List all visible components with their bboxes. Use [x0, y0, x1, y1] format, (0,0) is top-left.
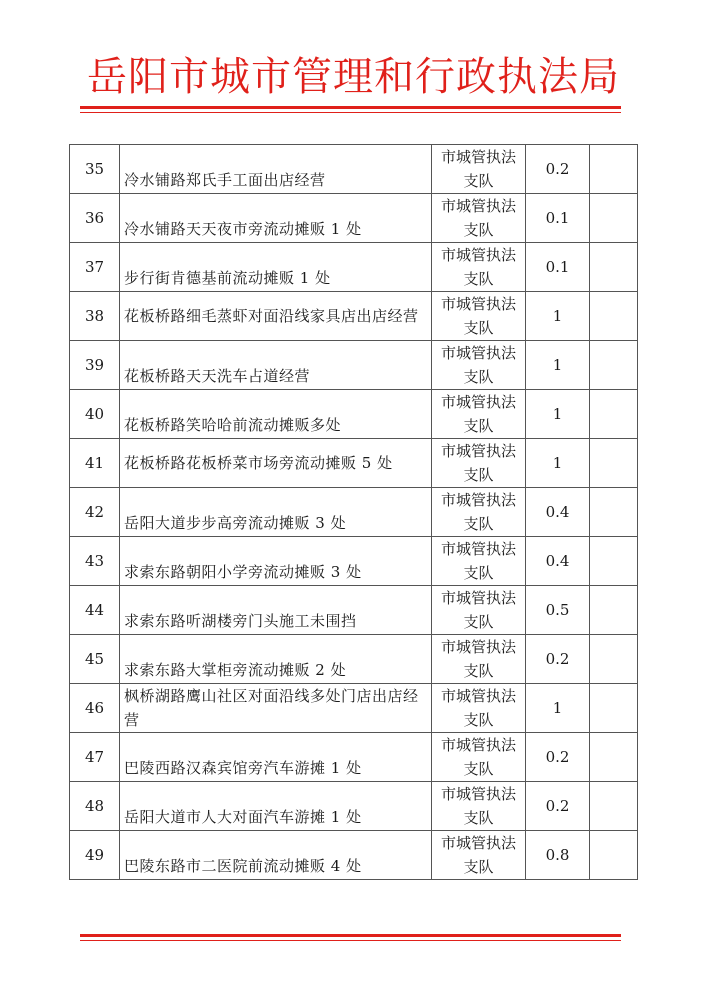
row-value: 0.1: [526, 194, 590, 243]
row-location: 求索东路朝阳小学旁流动摊贩 3 处: [120, 537, 432, 586]
row-responsible-unit: 市城管执法支队: [432, 684, 526, 733]
row-number: 40: [70, 390, 120, 439]
header-rule-thin: [80, 112, 621, 113]
row-number: 37: [70, 243, 120, 292]
row-note: [590, 733, 638, 782]
row-location: 巴陵西路汉森宾馆旁汽车游摊 1 处: [120, 733, 432, 782]
row-value: 1: [526, 684, 590, 733]
table-row: [70, 537, 638, 586]
row-value: 0.5: [526, 586, 590, 635]
row-location: 求索东路听湖楼旁门头施工未围挡: [120, 586, 432, 635]
footer-rule-thin: [80, 940, 621, 941]
row-value: 0.4: [526, 488, 590, 537]
row-responsible-unit: 市城管执法支队: [432, 439, 526, 488]
row-note: [590, 292, 638, 341]
row-value: 0.8: [526, 831, 590, 880]
table-row: [70, 635, 638, 684]
row-value: 0.2: [526, 782, 590, 831]
table-row: [70, 390, 638, 439]
row-responsible-unit: 市城管执法支队: [432, 537, 526, 586]
row-note: [590, 194, 638, 243]
row-note: [590, 635, 638, 684]
row-location: 巴陵东路市二医院前流动摊贩 4 处: [120, 831, 432, 880]
table-row: [70, 586, 638, 635]
row-location: 岳阳大道步步高旁流动摊贩 3 处: [120, 488, 432, 537]
row-value: 0.2: [526, 635, 590, 684]
table-row: [70, 243, 638, 292]
table-row: [70, 341, 638, 390]
row-value: 0.1: [526, 243, 590, 292]
table-row: [70, 684, 638, 733]
row-note: [590, 439, 638, 488]
table-row: [70, 488, 638, 537]
row-location: 岳阳大道市人大对面汽车游摊 1 处: [120, 782, 432, 831]
row-location: 冷水铺路天天夜市旁流动摊贩 1 处: [120, 194, 432, 243]
row-number: 44: [70, 586, 120, 635]
row-number: 48: [70, 782, 120, 831]
row-number: 38: [70, 292, 120, 341]
row-location: 冷水铺路郑氏手工面出店经营: [120, 145, 432, 194]
row-value: 0.2: [526, 733, 590, 782]
table-row: [70, 782, 638, 831]
row-number: 45: [70, 635, 120, 684]
row-responsible-unit: 市城管执法支队: [432, 341, 526, 390]
table-row: [70, 831, 638, 880]
row-location: 花板桥路花板桥菜市场旁流动摊贩 5 处: [120, 439, 432, 488]
table-row: [70, 145, 638, 194]
row-number: 35: [70, 145, 120, 194]
row-note: [590, 586, 638, 635]
row-location: 求索东路大掌柜旁流动摊贩 2 处: [120, 635, 432, 684]
row-value: 1: [526, 341, 590, 390]
footer-rule-thick: [80, 934, 621, 937]
row-number: 47: [70, 733, 120, 782]
row-responsible-unit: 市城管执法支队: [432, 194, 526, 243]
row-number: 39: [70, 341, 120, 390]
row-responsible-unit: 市城管执法支队: [432, 782, 526, 831]
row-responsible-unit: 市城管执法支队: [432, 635, 526, 684]
row-value: 0.2: [526, 145, 590, 194]
row-location: 花板桥路笑哈哈前流动摊贩多处: [120, 390, 432, 439]
row-number: 42: [70, 488, 120, 537]
row-responsible-unit: 市城管执法支队: [432, 145, 526, 194]
row-note: [590, 341, 638, 390]
row-note: [590, 145, 638, 194]
row-responsible-unit: 市城管执法支队: [432, 243, 526, 292]
row-number: 46: [70, 684, 120, 733]
row-location: 步行街肯德基前流动摊贩 1 处: [120, 243, 432, 292]
row-note: [590, 243, 638, 292]
row-location: 花板桥路细毛蒸虾对面沿线家具店出店经营: [120, 292, 432, 341]
row-number: 41: [70, 439, 120, 488]
header-rule-thick: [80, 106, 621, 109]
row-value: 1: [526, 439, 590, 488]
table-row: [70, 194, 638, 243]
row-number: 43: [70, 537, 120, 586]
row-responsible-unit: 市城管执法支队: [432, 488, 526, 537]
table-row: [70, 292, 638, 341]
row-value: 1: [526, 390, 590, 439]
row-responsible-unit: 市城管执法支队: [432, 390, 526, 439]
row-note: [590, 831, 638, 880]
row-responsible-unit: 市城管执法支队: [432, 831, 526, 880]
row-value: 0.4: [526, 537, 590, 586]
row-responsible-unit: 市城管执法支队: [432, 292, 526, 341]
row-note: [590, 488, 638, 537]
row-responsible-unit: 市城管执法支队: [432, 586, 526, 635]
letterhead-title: 岳阳市城市管理和行政执法局: [87, 54, 620, 100]
row-value: 1: [526, 292, 590, 341]
row-note: [590, 684, 638, 733]
row-number: 36: [70, 194, 120, 243]
row-location: 枫桥湖路鹰山社区对面沿线多处门店出店经营: [120, 684, 432, 733]
rectification-table: [69, 144, 638, 880]
row-note: [590, 390, 638, 439]
row-responsible-unit: 市城管执法支队: [432, 733, 526, 782]
table-row: [70, 733, 638, 782]
row-number: 49: [70, 831, 120, 880]
table-row: [70, 439, 638, 488]
row-location: 花板桥路天天洗车占道经营: [120, 341, 432, 390]
row-note: [590, 782, 638, 831]
table-body: [70, 145, 638, 880]
row-note: [590, 537, 638, 586]
